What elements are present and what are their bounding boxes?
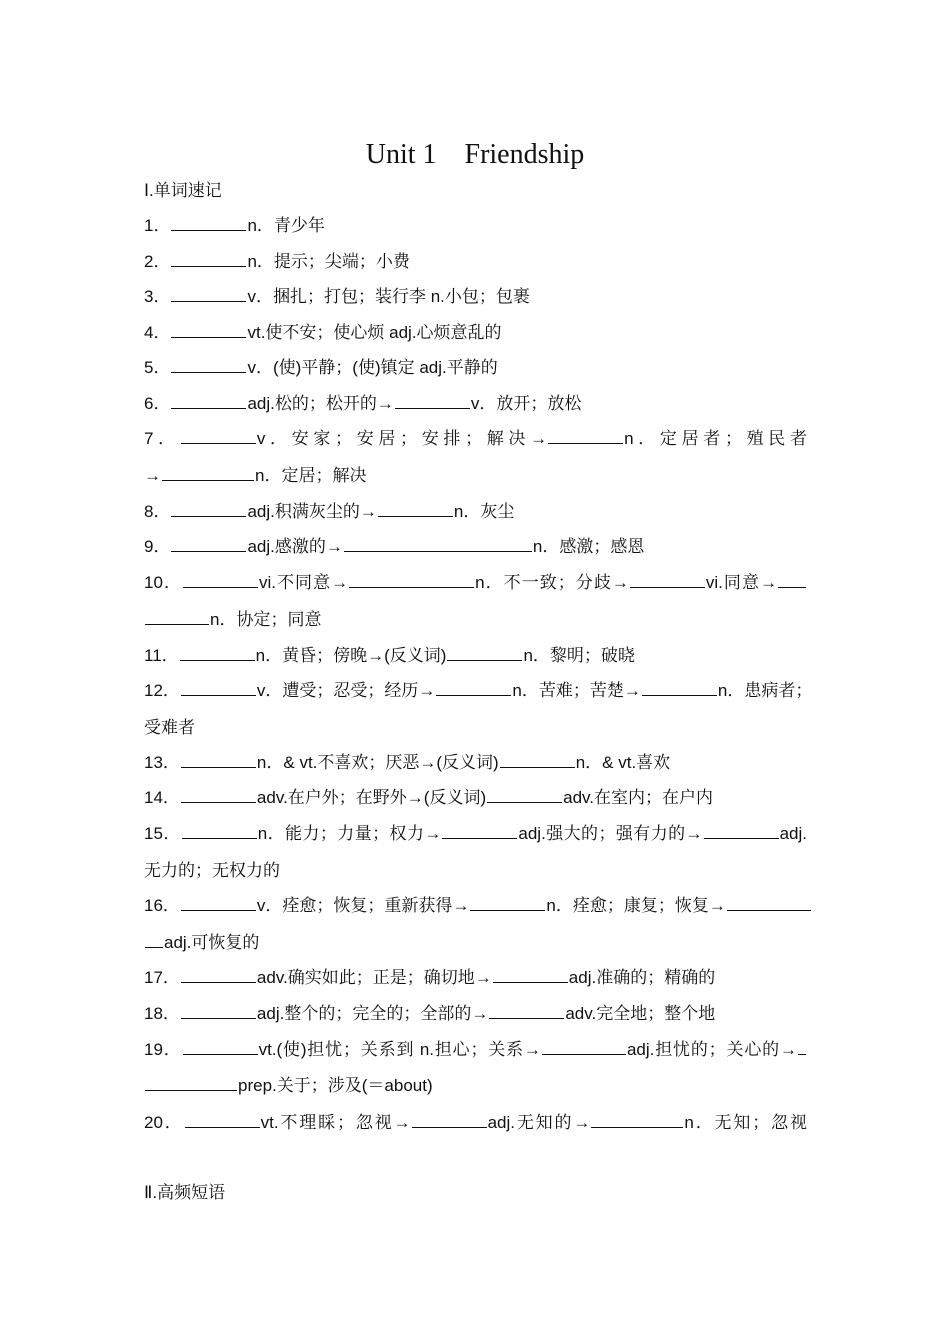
- list-item: [144, 783, 807, 808]
- answer-blank[interactable]: [185, 1113, 260, 1128]
- item-text: n．& vt.喜欢: [575, 753, 671, 772]
- item-text: n．黎明；破晓: [523, 646, 635, 665]
- answer-blank[interactable]: [436, 681, 511, 696]
- item-text: n．定居者；殖民者: [624, 429, 807, 448]
- item-text: adj.强大的；强有力的→: [518, 824, 703, 843]
- item-text: n．不一致；分歧→: [475, 573, 629, 592]
- list-item: [144, 461, 807, 486]
- item-text: v．安家；安居；安排；解决→: [256, 429, 548, 448]
- item-text: n．黄昏；傍晚→(反义词): [255, 646, 447, 665]
- item-text: 12．: [144, 681, 180, 700]
- item-text: n．提示；尖端；小费: [247, 252, 410, 271]
- item-text: adj.松的；松开的→: [247, 394, 394, 413]
- answer-blank[interactable]: [489, 1004, 564, 1019]
- answer-blank[interactable]: [171, 537, 246, 552]
- list-item: [144, 713, 807, 738]
- answer-blank[interactable]: [181, 753, 256, 768]
- list-item: [144, 1035, 807, 1060]
- item-text: n．患病者；: [717, 681, 813, 700]
- list-item: [144, 676, 813, 701]
- answer-blank[interactable]: [181, 429, 256, 444]
- item-text: 16．: [144, 896, 180, 915]
- answer-blank[interactable]: [181, 788, 256, 803]
- item-text: vi.不同意→: [258, 573, 349, 592]
- item-text: v．放开；放松: [470, 394, 582, 413]
- answer-blank[interactable]: [412, 1113, 487, 1128]
- item-text: 14．: [144, 788, 180, 807]
- item-text: 4．: [144, 323, 171, 342]
- item-text: n．灰尘: [453, 502, 515, 521]
- item-text: n．能力；力量；权力→: [257, 824, 442, 843]
- item-text: 1．: [144, 216, 171, 235]
- answer-blank[interactable]: [171, 358, 246, 373]
- page-title: Unit 1 Friendship: [365, 139, 585, 170]
- answer-blank[interactable]: [171, 287, 246, 302]
- answer-blank[interactable]: [145, 610, 209, 625]
- item-text: 3．: [144, 287, 171, 306]
- list-item: [144, 532, 807, 557]
- answer-blank[interactable]: [171, 502, 246, 517]
- item-text: n．无知；忽视: [684, 1113, 807, 1132]
- answer-blank[interactable]: [181, 1004, 256, 1019]
- item-text: adv.在户外；在野外→(反义词): [256, 788, 487, 807]
- item-text: 无力的；无权力的: [144, 861, 280, 880]
- answer-blank[interactable]: [162, 466, 254, 481]
- list-item: [144, 928, 807, 953]
- answer-blank[interactable]: [470, 896, 545, 911]
- list-item: [144, 353, 807, 378]
- answer-blank[interactable]: [487, 788, 562, 803]
- answer-blank[interactable]: [145, 933, 163, 948]
- item-text: vt.使不安；使心烦 adj.心烦意乱的: [247, 323, 502, 342]
- list-item: [144, 1071, 807, 1096]
- answer-blank[interactable]: [171, 323, 246, 338]
- answer-blank[interactable]: [493, 968, 568, 983]
- item-text: 5．: [144, 358, 171, 377]
- item-text: adj.准确的；精确的: [568, 968, 716, 987]
- section-heading-vocabulary: Ⅰ.单词速记: [144, 181, 222, 200]
- answer-blank[interactable]: [349, 573, 474, 588]
- item-text: 18．: [144, 1004, 180, 1023]
- item-text: →: [144, 466, 161, 485]
- item-text: v．痊愈；恢复；重新获得→: [256, 896, 470, 915]
- list-item: [144, 247, 807, 272]
- item-text: vt.不理睬；忽视→: [260, 1113, 411, 1132]
- list-item: [144, 891, 807, 916]
- item-text: adj.感激的→: [247, 537, 343, 556]
- item-text: 13．: [144, 753, 180, 772]
- list-item: [144, 318, 807, 343]
- item-text: adv.确实如此；正是；确切地→: [256, 968, 492, 987]
- item-text: 11．: [144, 646, 179, 665]
- item-text: adj.积满灰尘的→: [247, 502, 377, 521]
- item-text: v．捆扎；打包；装行李 n.小包；包裹: [247, 287, 530, 306]
- item-text: prep.关于；涉及(＝about): [238, 1076, 433, 1095]
- list-item: [144, 605, 807, 630]
- item-text: 19．: [144, 1040, 182, 1059]
- item-text: adv.完全地；整个地: [565, 1004, 716, 1023]
- answer-blank[interactable]: [447, 646, 522, 661]
- list-item: [144, 424, 807, 449]
- item-text: adj.可恢复的: [164, 933, 260, 952]
- answer-blank[interactable]: [181, 896, 256, 911]
- item-text: 20．: [144, 1113, 184, 1132]
- item-text: 9．: [144, 537, 171, 556]
- item-text: n．苦难；苦楚→: [512, 681, 641, 700]
- list-item: [144, 999, 807, 1024]
- answer-blank[interactable]: [181, 681, 256, 696]
- list-item: [144, 568, 807, 593]
- answer-blank[interactable]: [180, 646, 255, 661]
- list-item: [144, 211, 807, 236]
- list-item: [144, 748, 807, 773]
- list-item: [144, 641, 807, 666]
- item-text: adj.: [779, 824, 807, 843]
- list-item: [144, 1108, 807, 1133]
- answer-blank[interactable]: [500, 753, 575, 768]
- answer-blank[interactable]: [171, 252, 246, 267]
- item-text: 17．: [144, 968, 180, 987]
- item-text: v．遭受；忍受；经历→: [256, 681, 436, 700]
- item-text: n．感激；感恩: [532, 537, 645, 556]
- answer-blank[interactable]: [378, 502, 453, 517]
- item-text: v．(使)平静；(使)镇定 adj.平静的: [247, 358, 498, 377]
- answer-blank[interactable]: [171, 216, 246, 231]
- item-text: 2．: [144, 252, 171, 271]
- answer-blank[interactable]: [591, 1113, 683, 1128]
- item-text: n．痊愈；康复；恢复→: [546, 896, 726, 915]
- item-text: vi.同意→: [705, 573, 777, 592]
- item-text: 6．: [144, 394, 171, 413]
- item-text: vt.(使)担忧；关系到 n.担心；关系→: [258, 1040, 541, 1059]
- item-text: 15．: [144, 824, 181, 843]
- answer-blank[interactable]: [778, 573, 806, 588]
- item-text: adj.无知的→: [487, 1113, 591, 1132]
- answer-blank[interactable]: [630, 573, 705, 588]
- answer-blank[interactable]: [542, 1040, 626, 1055]
- answer-blank[interactable]: [442, 824, 517, 839]
- answer-blank[interactable]: [183, 1040, 258, 1055]
- item-text: n．青少年: [247, 216, 325, 235]
- list-item: [144, 389, 807, 414]
- list-item: [144, 819, 807, 844]
- answer-blank[interactable]: [344, 537, 532, 552]
- answer-blank[interactable]: [181, 968, 256, 983]
- list-item: [144, 856, 807, 881]
- list-item: [144, 497, 807, 522]
- item-text: n．定居；解决: [255, 466, 367, 485]
- answer-blank[interactable]: [182, 824, 257, 839]
- answer-blank[interactable]: [798, 1040, 806, 1055]
- answer-blank[interactable]: [727, 896, 811, 911]
- answer-blank[interactable]: [145, 1076, 237, 1091]
- answer-blank[interactable]: [171, 394, 246, 409]
- answer-blank[interactable]: [642, 681, 717, 696]
- answer-blank[interactable]: [548, 429, 623, 444]
- item-text: 10．: [144, 573, 182, 592]
- answer-blank[interactable]: [183, 573, 258, 588]
- list-item: [144, 963, 807, 988]
- answer-blank[interactable]: [395, 394, 470, 409]
- item-text: n．协定；同意: [210, 610, 322, 629]
- section-heading-phrases: Ⅱ.高频短语: [144, 1183, 226, 1202]
- answer-blank[interactable]: [704, 824, 779, 839]
- item-text: 8．: [144, 502, 171, 521]
- item-text: adj.担忧的；关心的→: [626, 1040, 797, 1059]
- item-text: 受难者: [144, 718, 195, 737]
- list-item: [144, 282, 807, 307]
- item-text: n．& vt.不喜欢；厌恶→(反义词): [256, 753, 499, 772]
- item-text: adj.整个的；完全的；全部的→: [256, 1004, 489, 1023]
- item-text: adv.在室内；在户内: [563, 788, 713, 807]
- item-text: 7．: [144, 429, 180, 448]
